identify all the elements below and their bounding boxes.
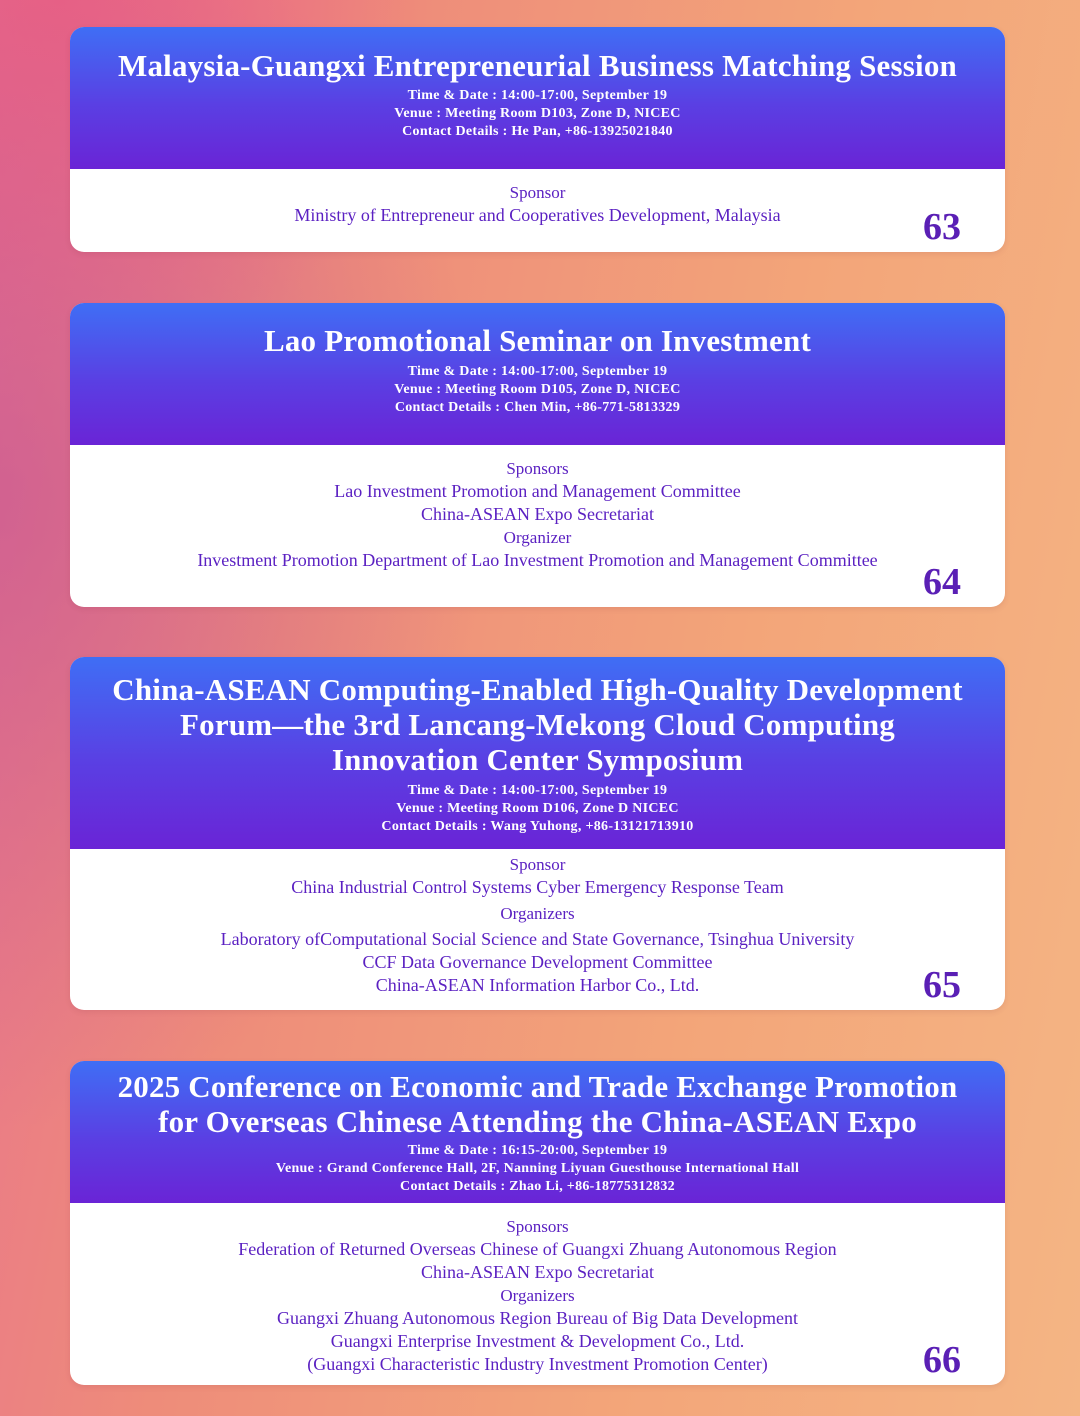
event-body: [70, 1203, 1005, 1385]
event-time: Time & Date : 16:15-20:00, September 19: [407, 1143, 668, 1158]
event-contact: Contact Details : Wang Yuhong, +86-13121713910: [381, 819, 694, 834]
event-time: Time & Date : 14:00-17:00, September 19: [407, 88, 668, 103]
event-contact: Contact Details : He Pan, +86-13925021840: [402, 124, 673, 139]
organizer-name: CCF Data Governance Development Committee: [362, 952, 713, 972]
organizers-label: Organizers: [500, 904, 575, 923]
event-card-63: [70, 27, 1005, 252]
event-venue: Venue : Meeting Room D106, Zone D NICEC: [396, 801, 679, 816]
event-number: 65: [923, 964, 961, 1006]
event-venue: Venue : Meeting Room D103, Zone D, NICEC: [394, 106, 681, 121]
event-number: 66: [923, 1339, 961, 1381]
event-header: [70, 27, 1005, 169]
organizer-name: Guangxi Zhuang Autonomous Region Bureau of Big Data Development: [277, 1308, 798, 1328]
organizer-name: Investment Promotion Department of Lao Investment Promotion and Management Committee: [197, 550, 878, 570]
sponsor-name: China-ASEAN Expo Secretariat: [421, 504, 654, 524]
event-title: Malaysia-Guangxi Entrepreneurial Business Matching Session: [118, 48, 957, 83]
organizer-name: Guangxi Enterprise Investment & Development Co., Ltd.: [330, 1331, 745, 1351]
sponsor-name: Federation of Returned Overseas Chinese of Guangxi Zhuang Autonomous Region: [238, 1239, 837, 1259]
event-card-64: [70, 303, 1005, 607]
organizer-name: China-ASEAN Information Harbor Co., Ltd.: [375, 975, 700, 995]
event-body: [70, 169, 1005, 252]
event-card-66: [70, 1061, 1005, 1385]
sponsor-label: Sponsor: [509, 183, 566, 202]
event-venue: Venue : Meeting Room D105, Zone D, NICEC: [394, 382, 681, 397]
event-contact: Contact Details : Zhao Li, +86-18775312832: [400, 1179, 675, 1194]
sponsor-name: China-ASEAN Expo Secretariat: [421, 1262, 654, 1282]
sponsor-name: Lao Investment Promotion and Management Committee: [334, 481, 741, 501]
organizers-label: Organizers: [500, 1286, 575, 1305]
event-title: 2025 Conference on Economic and Trade Exchange Promotion for Overseas Chinese Attending the China-ASEAN Expo: [117, 1069, 958, 1139]
event-title: Lao Promotional Seminar on Investment: [263, 323, 812, 358]
sponsor-name: China Industrial Control Systems Cyber Emergency Response Team: [291, 877, 784, 897]
event-number: 63: [923, 206, 961, 248]
event-header: [70, 303, 1005, 445]
organizer-name: Laboratory ofComputational Social Science and State Governance, Tsinghua University: [220, 929, 855, 949]
event-time: Time & Date : 14:00-17:00, September 19: [407, 364, 668, 379]
sponsor-name: Ministry of Entrepreneur and Cooperatives Development, Malaysia: [294, 205, 781, 225]
event-time: Time & Date : 14:00-17:00, September 19: [407, 783, 668, 798]
organizer-label: Organizer: [503, 528, 572, 547]
event-title: China-ASEAN Computing-Enabled High-Quality Development Forum—the 3rd Lancang-Mekong Cloud Computing Innovation Center Symposium: [112, 672, 963, 777]
sponsors-label: Sponsors: [506, 1217, 569, 1236]
sponsor-label: Sponsor: [509, 855, 566, 874]
event-number: 64: [923, 561, 961, 603]
event-body: [70, 445, 1005, 607]
organizer-name: (Guangxi Characteristic Industry Investment Promotion Center): [307, 1354, 768, 1374]
event-header: [70, 1061, 1005, 1203]
event-body: [70, 849, 1005, 1010]
event-header: [70, 657, 1005, 849]
event-card-65: [70, 657, 1005, 1010]
event-contact: Contact Details : Chen Min, +86-771-5813329: [394, 400, 681, 415]
event-venue: Venue : Grand Conference Hall, 2F, Nanning Liyuan Guesthouse International Hall: [275, 1161, 800, 1176]
sponsors-label: Sponsors: [506, 459, 569, 478]
